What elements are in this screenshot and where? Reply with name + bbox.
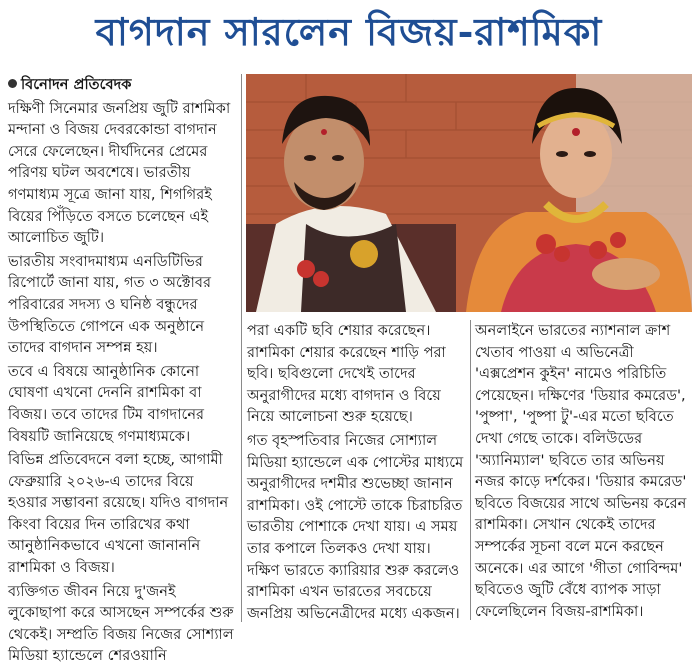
- article-column-2: [247, 320, 467, 620]
- headline: বাগদান সারলেন বিজয়-রাশমিকা: [95, 9, 603, 54]
- paragraph: তবে এ বিষয়ে আনুষ্ঠানিক কোনো ঘোষণা এখনো দেননি রাশমিকা বা বিজয়। তবে তাদের টিম বাগদানের বিষয়টি জানিয়েছে গণমাধ্যমকে।: [8, 362, 205, 445]
- paragraph: গত বৃহস্পতিবার নিজের সোশ্যাল মিডিয়া হ্যান্ডেলে এক পোস্টের মাধ্যমে অনুরাগীদের দশমীর শুভেচ্ছা জানান রাশমিকা। ওই পোস্টে তাকে চিরাচরিত ভারতীয় পোশাকে দেখা যায়। এ সময় তার কপালে তিলকও দেখা যায়। দক্ষিণ ভারতে ক্যারিয়ার শুরু করলেও রাশমিকা এখন ভারতের সবচেয়ে জনপ্রিয় অভিনেত্রীদের মধ্যে একজন।: [247, 431, 464, 622]
- column-divider: [470, 320, 471, 620]
- byline-paragraph: [8, 74, 237, 96]
- paragraph: অনলাইনে ভারতের ন্যাশনাল ক্রাশ খেতাব পাওয়া এ অভিনেত্রী 'এক্সপ্রেশন কুইন' নামেও পরিচিতি পেয়েছেন। দক্ষিণের 'ডিয়ার কমরেড', 'পুষ্পা', 'পুষ্পা টু'-এর মতো ছবিতে দেখা গেছে তাকে। বলিউডের 'অ্যানিম্যাল' ছবিতে তার অভিনয় নজর কাড়ে দর্শকের। 'ডিয়ার কমরেড' ছবিতে বিজয়ের সাথে অভিনয় করেন রাশমিকা। সেখান থেকেই তাদের সম্পর্কের সূচনা বলে মনে করছেন অনেকে। এর আগে 'গীতা গোবিন্দম' ছবিতেও জুটি বেঁধে ব্যাপক সাড়া ফেলেছিলেন বিজয়-রাশমিকা।: [475, 322, 687, 620]
- bullet-icon: [8, 79, 17, 88]
- paragraph: পরা একটি ছবি শেয়ার করেছেন। রাশমিকা শেয়ার করেছেন শাড়ি পরা ছবি। ছবিগুলো দেখেই তাদের অনুরাগীদের মধ্যে বাগদান ও বিয়ে নিয়ে আলোচনা শুরু হয়েছে।: [247, 322, 446, 426]
- couple-photo: [246, 74, 692, 312]
- column-divider: [241, 74, 242, 622]
- paragraph: বিভিন্ন প্রতিবেদনে বলা হচ্ছে, আগামী ফেব্রুয়ারি ২০২৬-এ তাদের বিয়ে হওয়ার সম্ভাবনা রয়েছে। যদিও বাগদান কিংবা বিয়ের দিন তারিখের কথা আনুষ্ঠানিকভাবে এখনো জানাননি রাশমিকা ও বিজয়।: [8, 451, 229, 577]
- paragraph: ভারতীয় সংবাদমাধ্যম এনডিটিভির রিপোর্টে জানা যায়, গত ৩ অক্টোবর পরিবারের সদস্য ও ঘনিষ্ঠ বন্ধুদের উপস্থিতিতে গোপনে এক অনুষ্ঠানে তাদের বাগদান সম্পন্ন হয়।: [8, 252, 212, 357]
- couple-photo-illustration: [246, 74, 692, 312]
- paragraph: ব্যক্তিগত জীবন নিয়ে দু'জনই লুকোছাপা করে আসছেন সম্পর্কের শুরু থেকেই। সম্প্রতি বিজয় নিজের সোশ্যাল মিডিয়া হ্যান্ডেলে শেরওয়ানি: [8, 582, 234, 665]
- article-column-3: [475, 320, 691, 620]
- article-column-1: [8, 74, 237, 665]
- byline: বিনোদন প্রতিবেদক: [21, 76, 132, 93]
- paragraph: দক্ষিণী সিনেমার জনপ্রিয় জুটি রাশমিকা মন্দানা ও বিজয় দেবরকোন্ডা বাগদান সেরে ফেলেছেন। দীর্ঘদিনের প্রেমের পরিণয় ঘটল অবশেষে। ভারতীয় গণমাধ্যম সূত্রে জানা যায়, শিগগিরই বিয়ের পিঁড়িতে বসতে চলেছেন এই আলোচিত জুটি।: [8, 99, 231, 247]
